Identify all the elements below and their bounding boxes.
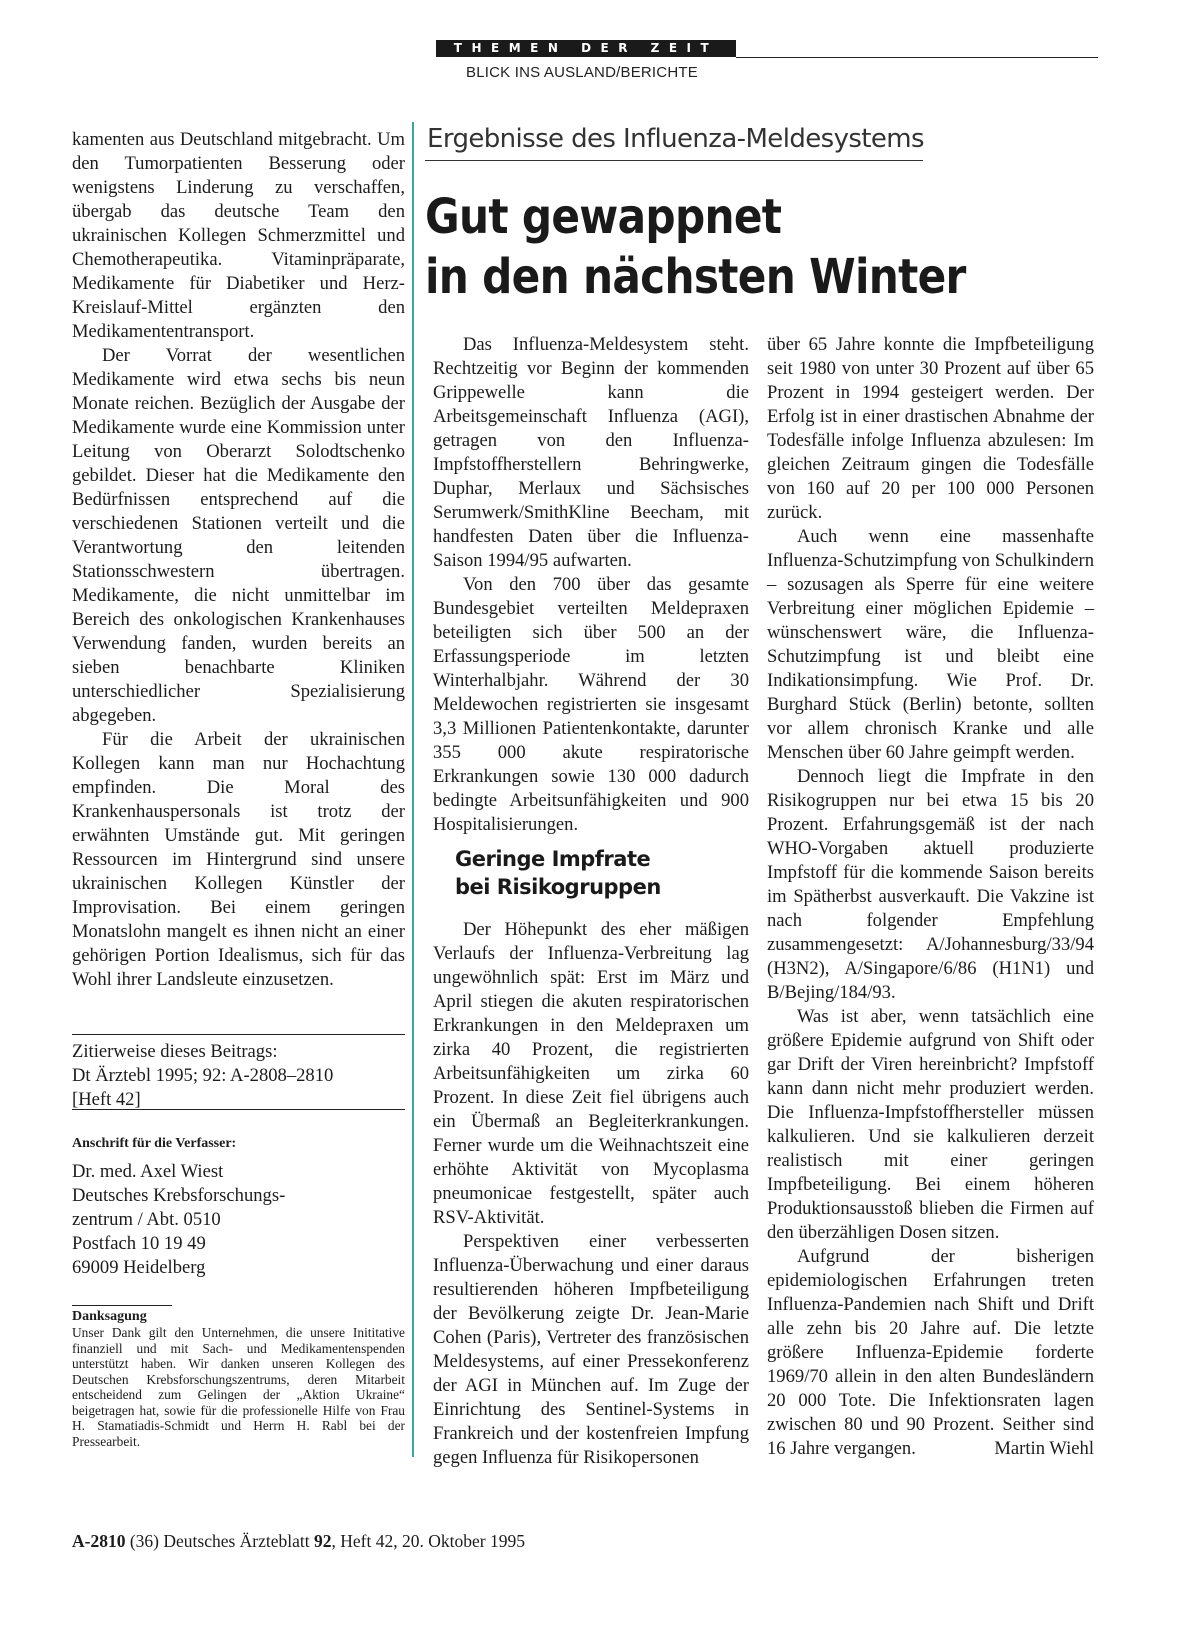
citation-line: [Heft 42]	[72, 1089, 141, 1110]
page-number: A-2810	[72, 1531, 126, 1551]
column-divider	[412, 122, 414, 1457]
thanks-label: Danksagung	[72, 1309, 147, 1324]
col3-paragraph: über 65 Jahre konnte die Impfbeteiligung seit 1980 von unter 30 Prozent auf über 65 Prozent in 1994 gesteigert werden. Der Erfolg ist in einer drastischen Abnahme der Todesfälle infolge Influenza abzulesen: Im gleichen Zeitraum gingen die Todesfälle von 160 auf 20 per 100 000 Personen zurück.	[767, 334, 1094, 523]
article-subhead	[455, 845, 661, 901]
col3-paragraph: Auch wenn eine massenhafte Influenza-Schutzimpfung von Schulkindern – sozusagen als Sperre für eine weitere Verbreitung einer möglichen Epidemie – wünschenswert wäre, die Influenza-Schutzimpfung ist und bleibt eine Indikationsimpfung. Wie Prof. Dr. Burghard Stück (Berlin) betonte, sollten vor allem chronisch Kranke und alle Menschen über 60 Jahre geimpft werden.	[767, 526, 1094, 763]
footer-issue: , Heft 42, 20. Oktober 1995	[331, 1531, 525, 1551]
article-headline	[425, 187, 966, 307]
section-banner: THEMEN DER ZEIT	[436, 40, 736, 57]
subhead-line: Geringe Impfrate	[455, 847, 651, 871]
col1-paragraph: Für die Arbeit der ukrainischen Kollegen kann man nur Hochachtung empfinden. Die Moral des Krankenhauspersonals ist trotz der erwähnten Umstände gut. Mit geringen Ressourcen im Hintergrund sind unsere ukrainischen Kollegen Künstler der Improvisation. Bei einem geringen Monatslohn mangelt es ihnen nicht an einer gehörigen Portion Idealismus, sich für das Wohl ihrer Landsleute einzusetzen.	[72, 729, 405, 990]
overline-rule	[425, 160, 923, 161]
column-2	[433, 333, 749, 837]
column-3	[767, 333, 1094, 1461]
column-1	[72, 128, 405, 992]
page-footer	[72, 1531, 525, 1552]
header-rule	[736, 57, 1098, 58]
column-2-continued	[433, 918, 749, 1470]
headline-line: in den nächsten Winter	[425, 249, 966, 305]
citation-line: Zitierweise dieses Beitrags:	[72, 1041, 278, 1062]
thanks-rule	[72, 1305, 172, 1306]
citation-rule-top	[72, 1034, 405, 1035]
address-line: zentrum / Abt. 0510	[72, 1209, 221, 1230]
footer-volume: 92	[314, 1531, 332, 1551]
address-line: Deutsches Krebsforschungs-	[72, 1185, 286, 1206]
thanks-text: Unser Dank gilt den Unternehmen, die unsere Inititative finanziell und mit Sach- und Medikamentenspenden unterstützt haben. Wir danken unseren Kollegen des Deutschen Krebsforschungszentrums, deren Mitarbeit entscheidend zum Gelingen der „Aktion Ukraine“ beigetragen hat, sowie für die professionelle Hilfe von Frau H. Stamatiadis-Schmidt und Herrn H. Rabl bei der Pressearbeit.	[72, 1325, 405, 1449]
col2-paragraph: Das Influenza-Meldesystem steht. Rechtzeitig vor Beginn der kommenden Grippewelle kann die Arbeitsgemeinschaft Influenza (AGI), getragen von den Influenza-Impfstoffherstellern Behringwerke, Duphar, Merlaux und Sächsisches Serumwerk/SmithKline Beecham, mit handfesten Daten über die Influenza-Saison 1994/95 aufwarten.	[433, 334, 749, 571]
col2-paragraph: Von den 700 über das gesamte Bundesgebiet verteilten Meldepraxen beteiligten sich über 500 an der Erfassungsperiode im letzten Winterhalbjahr. Während der 30 Meldewochen registrierten sie insgesamt 3,3 Millionen Patientenkontakte, darunter 355 000 akute respiratorische Erkrankungen sowie 130 000 dadurch bedingte Arbeitsunfähigkeiten und 900 Hospitalisierungen.	[433, 574, 749, 835]
section-subtitle: BLICK INS AUSLAND/BERICHTE	[466, 64, 698, 81]
col1-paragraph: kamenten aus Deutschland mitgebracht. Um den Tumorpatienten Besserung oder wenigstens Linderung zu verschaffen, übergab das deutsche Team den ukrainischen Kollegen Schmerzmittel und Chemotherapeutika. Vitaminpräparate, Medikamente für Diabetiker und Herz-Kreislauf-Mittel ergänzten den Medikamententransport.	[72, 129, 405, 342]
article-overline: Ergebnisse des Influenza-Meldesystems	[427, 124, 924, 154]
col3-paragraph: Was ist aber, wenn tatsächlich eine größere Epidemie aufgrund von Shift oder gar Drift der Viren hereinbricht? Impfstoff kann dann nicht mehr produziert werden. Die Influenza-Impfstoffhersteller müssen kalkulieren. Und sie kalkulieren derzeit realistisch mit einer geringen Impfbeteiligung. Bei einem höheren Produktionsausstoß blieben die Firmen auf den überzähligen Dosen sitzen.	[767, 1006, 1094, 1243]
address-line: Postfach 10 19 49	[72, 1233, 206, 1254]
col1-paragraph: Der Vorrat der wesentlichen Medikamente wird etwa sechs bis neun Monate reichen. Bezüglich der Ausgabe der Medikamente wurde eine Kommission unter Leitung von Oberarzt Solodtschenko gebildet. Dieser hat die Medikamente den Bedürfnissen entsprechend auf die verschiedenen Stationen verteilt und die Verantwortung den leitenden Stationsschwestern übertragen. Medikamente, die nicht unmittelbar im Bereich des onkologischen Krankenhauses Verwendung fanden, wurden bereits an sieben benachbarte Kliniken unterschiedlicher Spezialisierung abgegeben.	[72, 345, 405, 726]
address-label: Anschrift für die Verfasser:	[72, 1136, 237, 1151]
author-address	[72, 1160, 285, 1280]
address-line: Dr. med. Axel Wiest	[72, 1161, 224, 1182]
address-line: 69009 Heidelberg	[72, 1257, 206, 1278]
col2-paragraph: Der Höhepunkt des eher mäßigen Verlaufs der Influenza-Verbreitung lag ungewöhnlich spät: Erst im März und April stiegen die akuten respiratorischen Erkrankungen in den Meldepraxen um zirka 40 Prozent, die registrierten Arbeitsunfähigkeiten um zirka 60 Prozent. In diese Zeit fiel übrigens auch ein Übermaß an Begleiterkrankungen. Ferner wurde um die Weihnachtszeit eine erhöhte Aktivität von Mycoplasma pneumonicae festgestellt, später auch RSV-Aktivität.	[433, 919, 749, 1228]
citation	[72, 1040, 405, 1112]
headline-line: Gut gewappnet	[425, 189, 782, 245]
footer-journal: (36) Deutsches Ärzteblatt	[125, 1531, 315, 1551]
col2-paragraph: Perspektiven einer verbesserten Influenza-Überwachung und einer daraus resultierenden höheren Impfbeteiligung der Bevölkerung zeigte Dr. Jean-Marie Cohen (Paris), Vertreter des französischen Meldesystems, auf einer Pressekonferenz der AGI in München auf. Im Zuge der Einrichtung des Sentinel-Systems in Frankreich und der kostenfreien Impfung gegen Influenza für Risikopersonen	[433, 1231, 749, 1468]
col3-last-text: Aufgrund der bisherigen epidemiologischen Erfahrungen treten Influenza-Pandemien nach Shift und Drift alle zehn bis 20 Jahre auf. Die letzte größere Influenza-Epidemie forderte 1969/70 allein in den alten Bundesländern 20 000 Tote. Die Infektionsraten lagen zwischen 80 und 90 Prozent. Seither sind 16 Jahre vergangen.	[767, 1246, 1094, 1459]
subhead-line: bei Risikogruppen	[455, 875, 661, 899]
author-byline: Martin Wiehl	[994, 1438, 1094, 1459]
col3-paragraph	[767, 1245, 1094, 1461]
citation-line: Dt Ärztebl 1995; 92: A-2808–2810	[72, 1065, 334, 1086]
col3-paragraph: Dennoch liegt die Impfrate in den Risikogruppen nur bei etwa 15 bis 20 Prozent. Erfahrungsgemäß ist der nach WHO-Vorgaben aktuell produzierte Impfstoff für die kommende Saison bereits im Spätherbst ausverkauft. Die Vakzine ist nach folgender Empfehlung zusammengesetzt: A/Johannesburg/33/94 (H3N2), A/Singapore/6/86 (H1N1) und B/Bejing/184/93.	[767, 766, 1094, 1003]
citation-rule-bottom	[72, 1109, 405, 1110]
